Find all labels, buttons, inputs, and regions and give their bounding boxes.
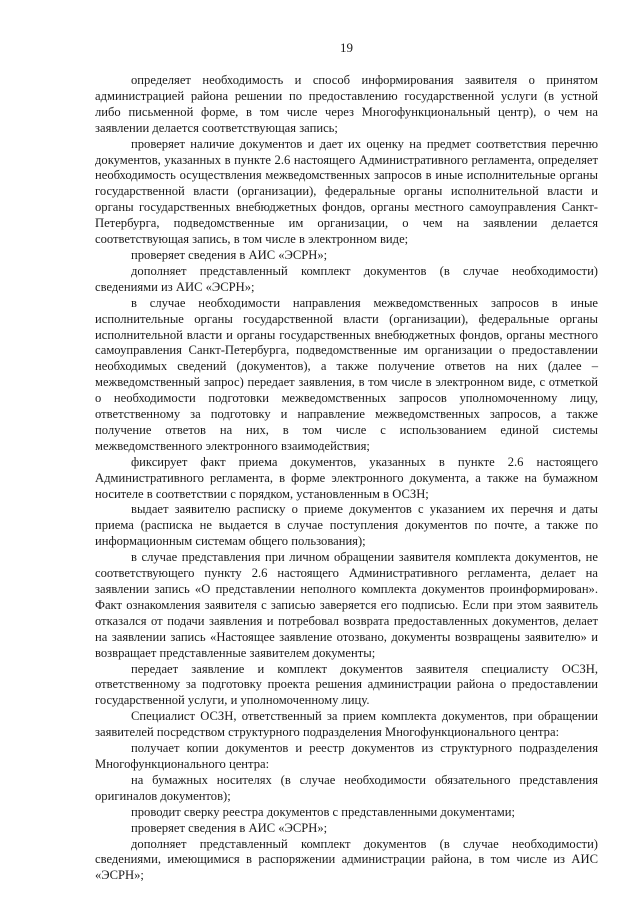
paragraph: передает заявление и комплект документов заявителя специалисту ОСЗН, ответственному за подготовку проекта решения администрации района о предоставлении государственной услуги, и уполномоченному лицу. (95, 661, 598, 708)
paragraph: определяет необходимость и способ информирования заявителя о принятом администрацией района решении по предоставлению государственной услуги (в устной либо письменной форме, в том числе через Многофункциональный центр), о чем на заявлении делается соответствующая запись; (95, 73, 598, 135)
paragraph: проводит сверку реестра документов с представленными документами; (131, 804, 515, 819)
paragraph: в случае представления при личном обращении заявителя комплекта документов, не соответствующего пункту 2.6 настоящего Административного регламента, делает на заявлении запись «О представлении неполного комплекта документов проинформирован». Факт ознакомления заявителя с записью заверяется его подписью. Если при этом заявитель отказался от подачи заявления и потребовал возврата предоставленных документов, делает на заявлении запись «Настоящее заявление отозвано, документы возвращены заявителю» и возвращает представленные заявителем документы; (95, 550, 598, 660)
document-body (95, 73, 598, 884)
paragraph: проверяет наличие документов и дает их оценку на предмет соответствия перечню документов, указанных в пункте 2.6 настоящего Административного регламента, определяет необходимость осуществления межведомственных запросов в иные исполнительные органы государственной власти (организации), федеральные органы исполнительной власти и органы государственных внебюджетных фондов, органы местного самоуправления Санкт-Петербурга, подведомственные им организации, о чем на заявлении делается соответствующая запись, в том числе в электронном виде; (95, 136, 598, 247)
paragraph: получает копии документов и реестр документов из структурного подразделения Многофункционального центра: (95, 741, 598, 771)
page-number: 19 (340, 40, 353, 55)
paragraph: Специалист ОСЗН, ответственный за прием комплекта документов, при обращении заявителей посредством структурного подразделения Многофункционального центра: (95, 709, 598, 740)
paragraph: проверяет сведения в АИС «ЭСРН»; (131, 820, 328, 835)
paragraph: дополняет представленный комплект документов (в случае необходимости) сведениями, имеющимися в распоряжении администрации района, в том числе из АИС «ЭСРН»; (95, 836, 598, 883)
paragraph: на бумажных носителях (в случае необходимости обязательного представления оригиналов документов); (95, 772, 598, 803)
paragraph: проверяет сведения в АИС «ЭСРН»; (131, 247, 328, 262)
paragraph: фиксирует факт приема документов, указанных в пункте 2.6 настоящего Административного регламента, в форме электронного документа, а также на бумажном носителе в соответствии с порядком, установленным в ОСЗН; (95, 454, 598, 501)
paragraph: выдает заявителю расписку о приеме документов с указанием их перечня и даты приема (расписка не выдается в случае поступления документов по почте, а также по информационным системам общего пользования); (95, 502, 598, 549)
paragraph: в случае необходимости направления межведомственных запросов в иные исполнительные органы государственной власти (организации), федеральные органы исполнительной власти и органы государственных внебюджетных фондов, органы местного самоуправления Санкт-Петербурга, подведомственные им организации о предоставлении необходимых сведений (документов), а также получение ответов на них (далее – межведомственный запрос) передает заявления, в том числе в электронном виде, с отметкой о необходимости подготовки межведомственных запросов уполномоченному лицу, ответственному за подготовку и направление межведомственных запросов, а также получение ответов на них, в том числе с использованием единой системы межведомственного электронного взаимодействия; (95, 295, 598, 453)
paragraph: дополняет представленный комплект документов (в случае необходимости) сведениями из АИС «ЭСРН»; (95, 263, 598, 294)
